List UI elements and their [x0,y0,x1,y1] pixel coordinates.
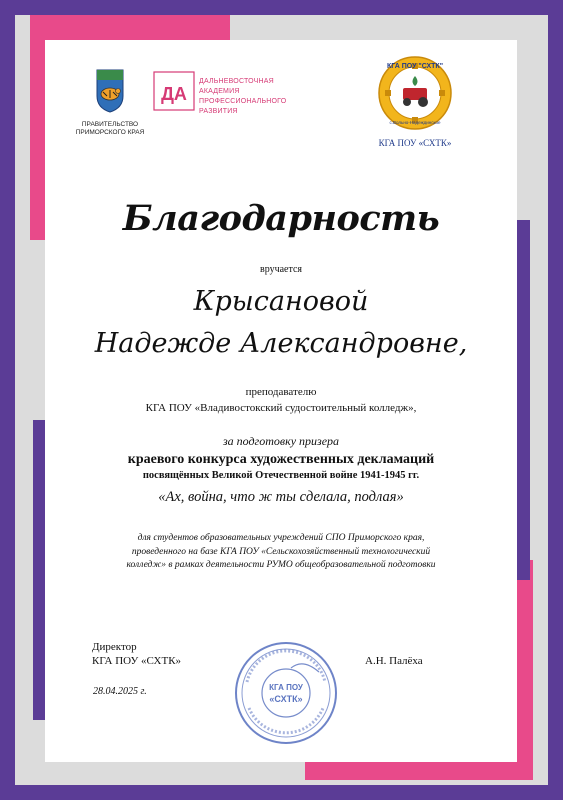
college-ring-text: КГА ПОУ "СХТК" [386,63,444,70]
recipient-position-line2: КГА ПОУ «Владивостокский судостоительный колледж», [145,402,417,414]
contest-note-line1: для студентов образовательных учреждений СПО Приморского края, [137,533,425,543]
stamp-text-line2: «СХТК» [269,694,303,704]
signer-name: А.Н. Палёха [365,655,423,667]
college-logo [370,54,460,148]
academy-mark-icon [152,70,196,114]
academy-mark-text: ДА [161,84,187,104]
academy-line1: ДАЛЬНЕВОСТОЧНАЯ [199,78,274,85]
stamp-text-line1: КГА ПОУ [269,683,303,692]
signer-role [92,640,181,668]
contest-note-line3: колледж» в рамках деятельности РУМО общеобразовательной подготовки [126,560,436,570]
reason-line: за подготовку призера [222,434,340,448]
academy-logo [152,70,312,115]
contest-title-line2: посвящённых Великой Отечественной войне 1941-1945 гг. [142,470,420,481]
academy-line2: АКАДЕМИЯ [199,88,240,95]
given-text: вручается [259,264,303,275]
certificate-title: Благодарность [122,198,440,239]
college-ring-small-text: с.Вольно-Надеждинское [389,120,441,125]
government-label-line2: ПРИМОРСКОГО КРАЯ [75,129,145,136]
certificate-sheet [45,40,517,762]
recipient-name-line2: Надежде Александровне, [94,328,468,359]
official-stamp-icon [231,638,341,748]
issue-date: 28.04.2025 г. [93,686,147,697]
primorye-coat-of-arms-icon [75,66,145,114]
government-label-line1: ПРАВИТЕЛЬСТВО [81,121,139,128]
signer-role-line2: КГА ПОУ «СХТК» [92,655,182,667]
recipient-position-line1: преподавателю [245,386,317,398]
academy-line4: РАЗВИТИЯ [199,108,238,115]
academy-line3: ПРОФЕССИОНАЛЬНОГО [199,98,287,105]
signer-role-line1: Директор [92,641,137,653]
contest-note [45,532,517,573]
college-label: КГА ПОУ «СХТК» [378,138,452,148]
contest-motto: «Ах, война, что ж ты сделала, подлая» [158,489,404,505]
recipient-name-line1: Крысановой [193,286,369,317]
contest-title-line1: краевого конкурса художественных декламаций [127,452,435,467]
government-logo [75,66,145,137]
college-emblem-icon [370,54,460,132]
contest-note-line2: проведенного на базе КГА ПОУ «Сельскохозяйственный технологический [131,546,431,557]
